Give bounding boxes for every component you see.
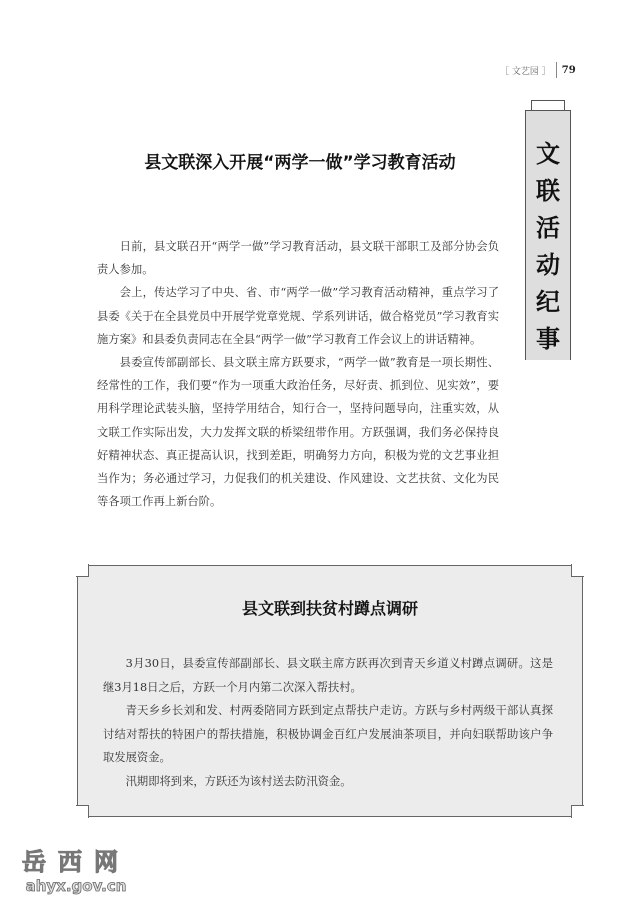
watermark-logo xyxy=(22,842,130,895)
section-banner xyxy=(525,110,571,360)
box-corner xyxy=(76,805,89,818)
paragraph: 青天乡乡长刘和发、村两委陪同方跃到定点帮扶户走访。方跃与乡村两级干部认真探讨结对帮扶的特困户的帮扶措施，积极协调金百红户发展油茶项目，并向妇联帮助该户争取发展资金。 xyxy=(103,704,553,764)
article-2-box xyxy=(77,565,583,817)
article-1-body xyxy=(97,235,499,513)
banner-char: 联 xyxy=(536,176,560,205)
box-corner xyxy=(76,564,89,577)
banner-char: 纪 xyxy=(536,287,560,316)
banner-char: 文 xyxy=(536,139,560,168)
page-number: 79 xyxy=(561,64,576,76)
paragraph: 日前，县文联召开“两学一做”学习教育活动，县文联干部职工及部分协会负责人参加。 xyxy=(97,240,499,277)
article-1-title: 县文联深入开展“两学一做”学习教育活动 xyxy=(144,153,456,173)
header-divider xyxy=(556,62,557,78)
banner-char: 事 xyxy=(536,324,560,353)
banner-char: 活 xyxy=(536,213,560,242)
paragraph: 会上，传达学习了中央、省、市“两学一做”学习教育活动精神，重点学习了县委《关于在全县党员中开展学党章党规、学系列讲话，做合格党员”学习教育实施方案》和县委负责同志在全县“两学一做”学习教育工作会议上的讲话精神。 xyxy=(97,286,499,346)
paragraph: 汛期即将到来，方跃还为该村送去防汛资金。 xyxy=(125,774,352,788)
paragraph: 3月30日，县委宣传部副部长、县文联主席方跃再次到青天乡道义村蹲点调研。这是继3月18日之后，方跃一个月内第二次深入帮扶村。 xyxy=(103,657,553,694)
article-2-title: 县文联到扶贫村蹲点调研 xyxy=(241,599,418,618)
paragraph: 县委宣传部副部长、县文联主席方跃要求，“两学一做”教育是一项长期性、经常性的工作，我们要“作为一项重大政治任务，尽好责、抓到位、见实效”，要用科学理论武装头脑，坚持学用结合，知行合一，坚持问题导向，注重实效，从文联工作实际出发，大力发挥文联的桥梁纽带作用。方跃强调，我们务必保持良好精神状态、真正提高认识，找到差距，明确努力方向，积极为党的文艺事业担当作为；务必通过学习，力促我们的机关建设、作风建设、文艺扶贫、文化为民等各项工作再上新台阶。 xyxy=(97,356,499,509)
box-corner xyxy=(571,564,584,577)
watermark-name: 岳西网 xyxy=(22,847,130,876)
watermark-url: ahyx.gov.cn xyxy=(25,877,127,895)
banner-char: 动 xyxy=(536,250,560,279)
article-2-body xyxy=(103,652,553,793)
running-header xyxy=(500,62,576,78)
box-corner xyxy=(571,805,584,818)
section-label: ［ 文艺园 ］ xyxy=(500,66,551,77)
